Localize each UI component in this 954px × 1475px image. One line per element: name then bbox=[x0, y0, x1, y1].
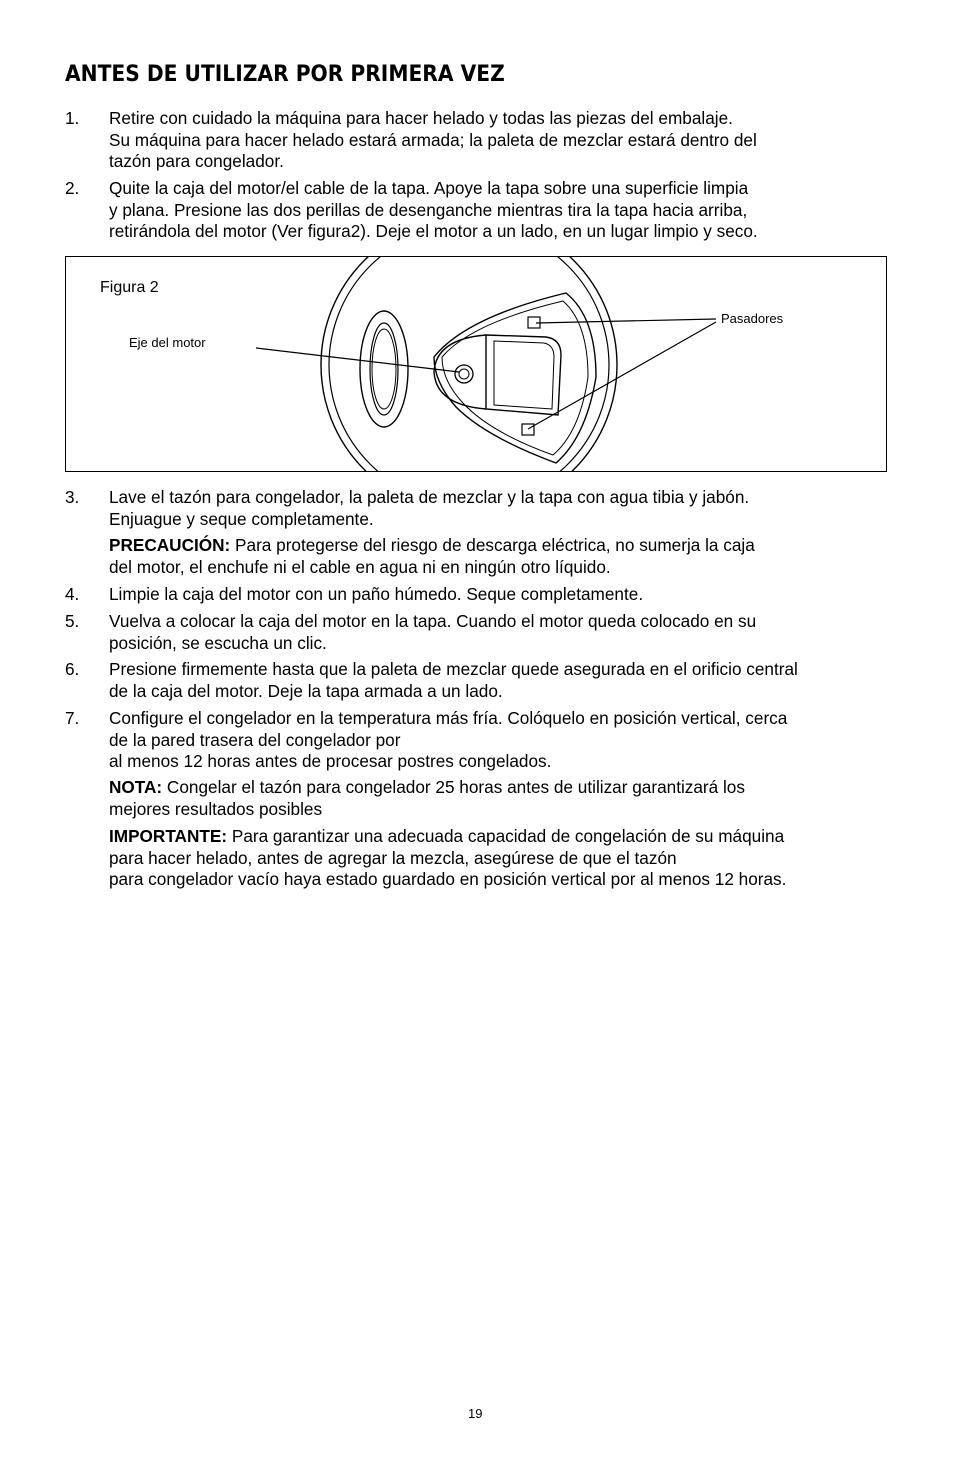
step-text-line: Presione firmemente hasta que la paleta de mezclar quede asegurada en el orificio central bbox=[109, 659, 798, 679]
step-number: 4. bbox=[65, 584, 80, 604]
section-heading: ANTES DE UTILIZAR POR PRIMERA VEZ bbox=[65, 62, 505, 87]
step-text-line: Retire con cuidado la máquina para hacer helado y todas las piezas del embalaje. bbox=[109, 108, 733, 128]
important-text: para congelador vacío haya estado guardado en posición vertical por al menos 12 horas. bbox=[109, 869, 787, 889]
note-label: NOTA: bbox=[109, 777, 163, 797]
step-text-line: posición, se escucha un clic. bbox=[109, 632, 327, 653]
step-text-line: de la caja del motor. Deje la tapa armada a un lado. bbox=[109, 680, 503, 701]
step-text-line: de la pared trasera del congelador por bbox=[109, 729, 401, 750]
step-number: 7. bbox=[65, 708, 80, 728]
lid-illustration bbox=[66, 257, 887, 472]
step-number: 3. bbox=[65, 487, 80, 507]
caution-text: del motor, el enchufe ni el cable en agua ni en ningún otro líquido. bbox=[109, 556, 611, 577]
caution-note bbox=[109, 535, 755, 578]
step-text-line: al menos 12 horas antes de procesar postres congelados. bbox=[109, 751, 552, 771]
note-text: mejores resultados posibles bbox=[109, 798, 323, 819]
important-text: Para garantizar una adecuada capacidad de congelación de su máquina bbox=[227, 826, 785, 846]
step-text-line: Limpie la caja del motor con un paño húmedo. Seque completamente. bbox=[109, 584, 644, 604]
step-text-line: retirándola del motor (Ver figura2). Deje el motor a un lado, en un lugar limpio y seco. bbox=[109, 221, 758, 241]
step-text-line: tazón para congelador. bbox=[109, 151, 284, 171]
figure-title: Figura 2 bbox=[100, 279, 159, 296]
step-number: 2. bbox=[65, 178, 80, 198]
figure-2 bbox=[65, 256, 887, 472]
note bbox=[109, 777, 745, 820]
important-note bbox=[109, 826, 786, 891]
step-text-line: Lave el tazón para congelador, la paleta de mezclar y la tapa con agua tibia y jabón. bbox=[109, 487, 750, 507]
important-text: para hacer helado, antes de agregar la mezcla, asegúrese de que el tazón bbox=[109, 847, 677, 868]
step-text-line: Vuelva a colocar la caja del motor en la tapa. Cuando el motor queda colocado en su bbox=[109, 611, 757, 631]
step-text-line: Su máquina para hacer helado estará armada; la paleta de mezclar estará dentro del bbox=[109, 129, 757, 150]
page-number: 19 bbox=[468, 1406, 483, 1421]
motor-shaft-label: Eje del motor bbox=[129, 335, 206, 350]
step-text-line: Configure el congelador en la temperatura más fría. Colóquelo en posición vertical, cerca bbox=[109, 708, 788, 728]
step-number: 1. bbox=[65, 108, 80, 128]
step-number: 6. bbox=[65, 659, 80, 679]
important-label: IMPORTANTE: bbox=[109, 826, 228, 846]
step-text-line: Enjuague y seque completamente. bbox=[109, 508, 374, 529]
step-text-line: Quite la caja del motor/el cable de la tapa. Apoye la tapa sobre una superficie limpia bbox=[109, 178, 749, 198]
caution-text: Para protegerse del riesgo de descarga eléctrica, no sumerja la caja bbox=[230, 535, 755, 555]
step-number: 5. bbox=[65, 611, 80, 631]
caution-label: PRECAUCIÓN: bbox=[109, 535, 231, 555]
note-text: Congelar el tazón para congelador 25 horas antes de utilizar garantizará los bbox=[162, 777, 745, 797]
pins-label: Pasadores bbox=[721, 311, 784, 326]
step-text-line: y plana. Presione las dos perillas de desenganche mientras tira la tapa hacia arriba, bbox=[109, 199, 748, 220]
